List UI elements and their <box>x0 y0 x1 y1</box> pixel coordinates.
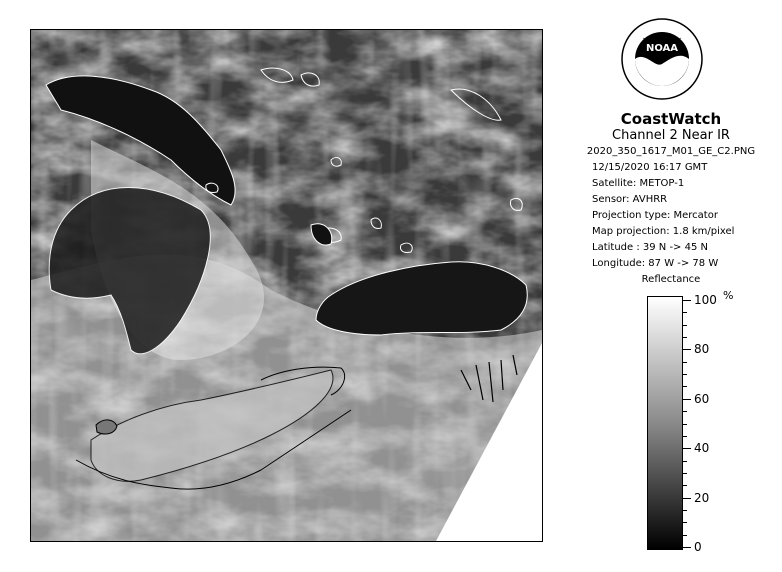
colorbar-minor-tick <box>683 312 687 313</box>
filename-label: 2020_350_1617_M01_GE_C2.PNG <box>586 146 756 157</box>
reflectance-map <box>31 30 542 541</box>
colorbar-minor-tick <box>683 325 687 326</box>
map-projection-label: Map projection: 1.8 km/pixel <box>592 226 735 237</box>
satellite-image <box>30 29 543 542</box>
colorbar-major-tick <box>683 300 691 301</box>
colorbar-minor-tick <box>683 362 687 363</box>
colorbar-minor-tick <box>683 461 687 462</box>
colorbar-minor-tick <box>683 473 687 474</box>
unit-label: % <box>723 289 734 302</box>
colorbar-tick-label: 0 <box>694 540 702 554</box>
colorbar-minor-tick <box>683 386 687 387</box>
reflectance-colorbar <box>647 296 683 550</box>
colorbar-minor-tick <box>683 510 687 511</box>
colorbar-tick-label: 60 <box>694 391 710 406</box>
colorbar-major-tick <box>683 547 691 548</box>
logo-text: NOAA <box>645 43 679 54</box>
colorbar-minor-tick <box>683 424 687 425</box>
noaa-logo <box>621 18 703 100</box>
satellite-label: Satellite: METOP-1 <box>592 178 685 189</box>
colorbar-major-tick <box>683 349 691 350</box>
longitude-label: Longitude: 87 W -> 78 W <box>592 258 719 269</box>
colorbar-tick-label: 40 <box>694 441 710 456</box>
colorbar-minor-tick <box>683 485 687 486</box>
legend-panel <box>560 0 782 572</box>
colorbar-minor-tick <box>683 522 687 523</box>
colorbar-major-tick <box>683 448 691 449</box>
colorbar-minor-tick <box>683 374 687 375</box>
colorbar-major-tick <box>683 399 691 400</box>
sensor-label: Sensor: AVHRR <box>592 194 668 205</box>
legend-title: Reflectance <box>641 274 701 285</box>
colorbar-minor-tick <box>683 436 687 437</box>
latitude-label: Latitude : 39 N -> 45 N <box>592 242 708 253</box>
projection-type-label: Projection type: Mercator <box>592 210 718 221</box>
channel-label: Channel 2 Near IR <box>612 128 730 143</box>
colorbar-tick-label: 20 <box>694 490 710 505</box>
datetime-label: 12/15/2020 16:17 GMT <box>592 162 708 173</box>
colorbar-tick-label: 80 <box>694 342 710 357</box>
colorbar-minor-tick <box>683 337 687 338</box>
colorbar-major-tick <box>683 498 691 499</box>
colorbar-minor-tick <box>683 411 687 412</box>
colorbar-minor-tick <box>683 535 687 536</box>
product-title: CoastWatch <box>620 110 722 128</box>
colorbar-tick-label: 100 <box>694 293 717 307</box>
